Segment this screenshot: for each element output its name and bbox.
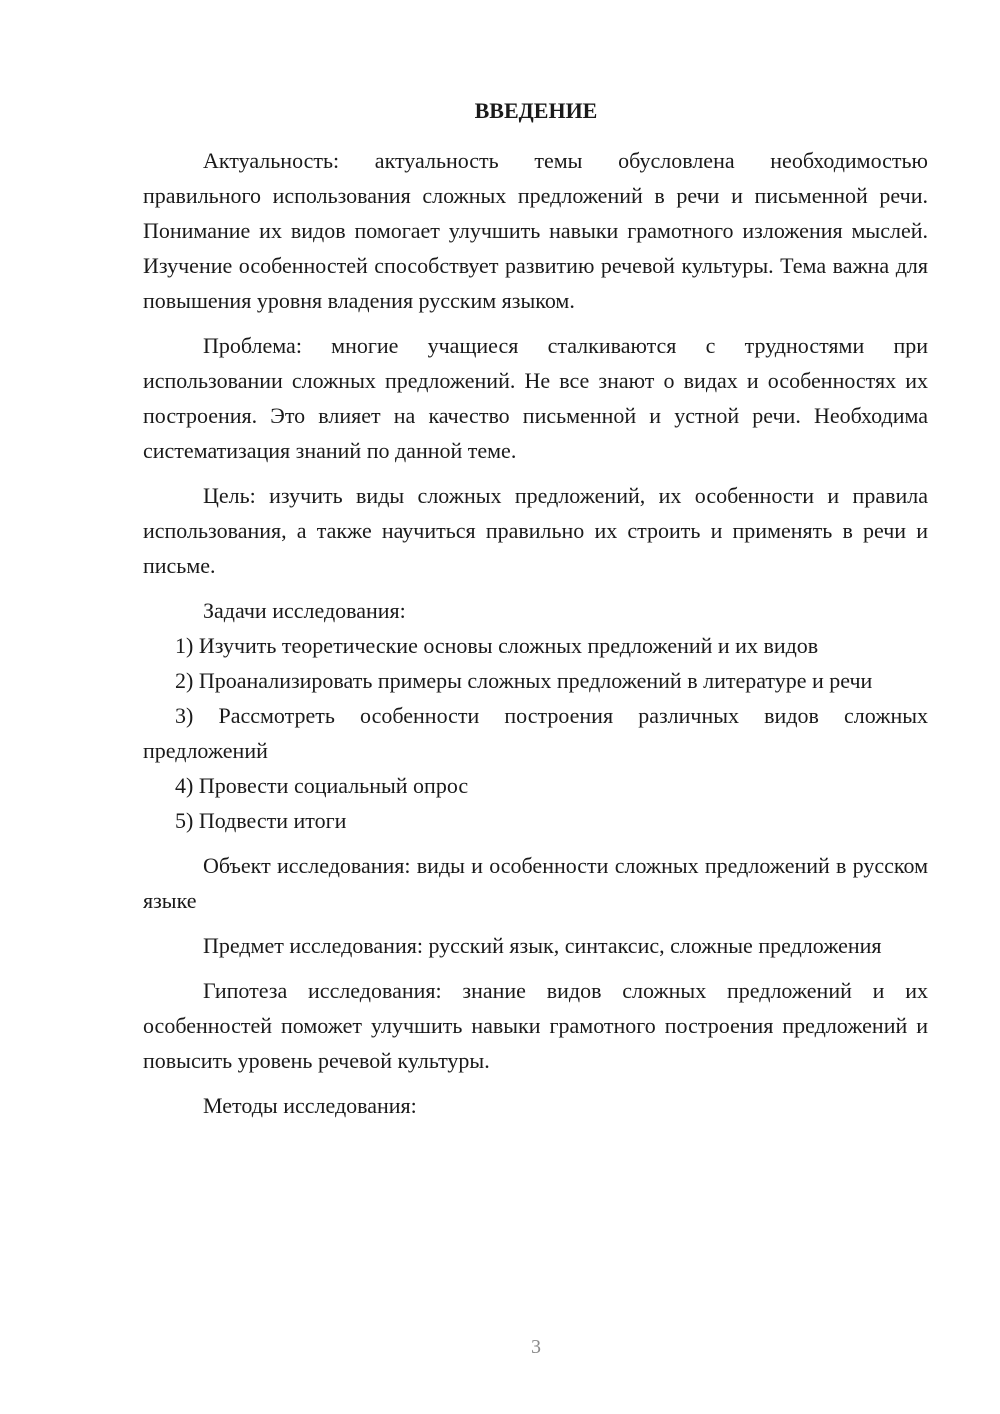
page-number: 3 (531, 1336, 541, 1358)
task-item: 5) Подвести итоги (175, 808, 347, 833)
object-paragraph: Объект исследования: виды и особенности сложных предложений в русском языке (143, 853, 928, 913)
task-item: 1) Изучить теоретические основы сложных предложений и их видов (175, 633, 819, 658)
task-item: 2) Проанализировать примеры сложных предложений в литературе и речи (175, 668, 873, 693)
task-item: 3) Рассмотреть особенности построения различных видов сложных предложений (143, 703, 928, 763)
methods-heading: Методы исследования: (203, 1093, 417, 1118)
subject-paragraph: Предмет исследования: русский язык, синтаксис, сложные предложения (203, 933, 882, 958)
document-body (143, 143, 928, 1123)
problem-paragraph: Проблема: многие учащиеся сталкиваются с трудностями при использовании сложных предложений. Не все знают о видах и особенностях их построения. Это влияет на качество письменной и устной речи. Необходима систематизация знаний по данной теме. (143, 333, 928, 463)
task-item: 4) Провести социальный опрос (175, 773, 469, 798)
relevance-paragraph: Актуальность: актуальность темы обусловлена необходимостью правильного использования сложных предложений в речи и письменной речи. Понимание их видов помогает улучшить навыки грамотного изложения мыслей. Изучение особенностей способствует развитию речевой культуры. Тема важна для повышения уровня владения русским языком. (143, 148, 928, 313)
page-title: ВВЕДЕНИЕ (474, 98, 598, 123)
hypothesis-paragraph: Гипотеза исследования: знание видов сложных предложений и их особенностей поможет улучшить навыки грамотного построения предложений и повысить уровень речевой культуры. (143, 978, 928, 1073)
goal-paragraph: Цель: изучить виды сложных предложений, их особенности и правила использования, а также научиться правильно их строить и применять в речи и письме. (143, 483, 928, 578)
tasks-heading: Задачи исследования: (203, 598, 406, 623)
